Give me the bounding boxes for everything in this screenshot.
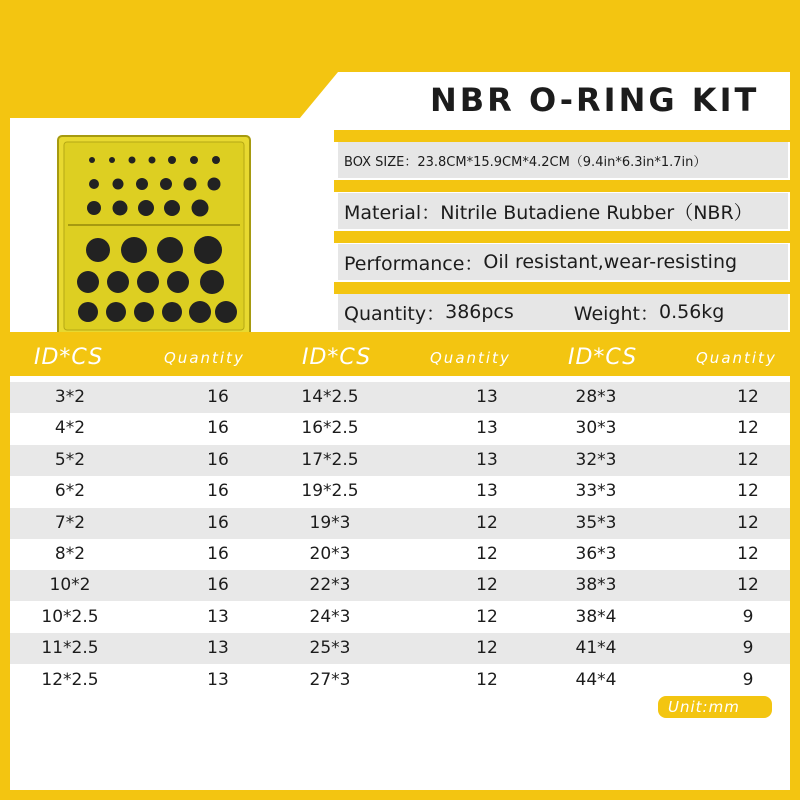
- spec-material: [338, 193, 788, 229]
- spec-material-label: Material：: [344, 201, 441, 224]
- cell-id-cs: 36*3: [575, 544, 617, 564]
- cell-id-cs: 38*3: [575, 575, 617, 596]
- cell-quantity: 12: [737, 481, 759, 502]
- spec-separator: [334, 180, 790, 192]
- cell-quantity: 12: [476, 669, 498, 690]
- cell-id-cs: 19*3: [309, 512, 351, 533]
- cell-quantity: 12: [737, 418, 759, 439]
- table-row: [10, 602, 790, 633]
- spec-box-size-label: BOX SIZE：: [344, 154, 418, 170]
- table-row: [10, 445, 790, 476]
- spec-separator: [334, 231, 790, 243]
- spec-box-size: [338, 142, 788, 178]
- unit-value: mm: [708, 698, 740, 716]
- table-row: [10, 413, 790, 444]
- cell-quantity: 16: [207, 449, 229, 470]
- header-id-cs: ID*CS: [302, 345, 372, 370]
- header-quantity: Quantity: [696, 349, 777, 367]
- cell-quantity: 12: [476, 638, 498, 659]
- cell-id-cs: 3*2: [54, 387, 86, 407]
- cell-id-cs: 28*3: [575, 387, 617, 407]
- cell-id-cs: 35*3: [575, 512, 617, 533]
- cell-id-cs: 44*4: [575, 669, 617, 690]
- cell-id-cs: 14*2.5: [301, 387, 359, 407]
- cell-id-cs: 16*2.5: [301, 418, 359, 439]
- cell-quantity: 12: [737, 449, 759, 470]
- cell-id-cs: 41*4: [575, 638, 617, 659]
- spec-box-size-value: 23.8CM*15.9CM*4.2CM（9.4in*6.3in*1.7in）: [417, 154, 707, 170]
- table-row: [10, 508, 790, 539]
- cell-quantity: 16: [207, 481, 229, 502]
- cell-quantity: 13: [476, 418, 498, 439]
- cell-id-cs: 32*3: [575, 449, 617, 470]
- spec-weight-value: 0.56kg: [658, 301, 725, 323]
- cell-quantity: 16: [207, 512, 229, 533]
- cell-quantity: 12: [737, 387, 759, 407]
- cell-quantity: 16: [207, 544, 229, 564]
- spec-quantity-weight: [338, 294, 788, 330]
- unit-badge: [658, 696, 772, 718]
- spec-separator: [334, 282, 790, 294]
- cell-quantity: 9: [742, 669, 754, 690]
- cell-id-cs: 33*3: [575, 481, 617, 502]
- cell-quantity: 13: [207, 606, 229, 627]
- cell-quantity: 13: [476, 387, 498, 407]
- spec-material-value: Nitrile Butadiene Rubber（NBR）: [440, 201, 753, 224]
- cell-id-cs: 8*2: [54, 544, 86, 564]
- table-row: [10, 476, 790, 507]
- cell-id-cs: 19*2.5: [301, 481, 359, 502]
- cell-quantity: 16: [207, 418, 229, 439]
- cell-id-cs: 4*2: [54, 418, 86, 439]
- cell-quantity: 12: [737, 575, 759, 596]
- cell-id-cs: 30*3: [575, 418, 617, 439]
- cell-quantity: 13: [207, 669, 229, 690]
- table-row: [10, 633, 790, 664]
- cell-id-cs: 12*2.5: [41, 669, 99, 690]
- header-quantity: Quantity: [164, 349, 245, 367]
- page-title: NBR O-RING KIT: [430, 81, 760, 119]
- cell-quantity: 12: [737, 512, 759, 533]
- cell-quantity: 12: [476, 544, 498, 564]
- table-row: [10, 665, 790, 696]
- cell-quantity: 16: [207, 575, 229, 596]
- cell-quantity: 9: [742, 638, 754, 659]
- cell-id-cs: 24*3: [309, 606, 351, 627]
- cell-quantity: 13: [207, 638, 229, 659]
- product-card: [10, 10, 790, 790]
- header-quantity: Quantity: [430, 349, 511, 367]
- cell-id-cs: 5*2: [54, 449, 86, 470]
- cell-quantity: 13: [476, 449, 498, 470]
- cell-id-cs: 17*2.5: [301, 449, 359, 470]
- cell-quantity: 12: [737, 544, 759, 564]
- header-id-cs: ID*CS: [568, 345, 638, 370]
- cell-quantity: 13: [476, 481, 498, 502]
- table-header-row: [10, 340, 790, 376]
- cell-quantity: 12: [476, 575, 498, 596]
- cell-id-cs: 27*3: [309, 669, 351, 690]
- cell-id-cs: 7*2: [54, 512, 86, 533]
- cell-id-cs: 10*2.5: [41, 606, 99, 627]
- cell-quantity: 12: [476, 606, 498, 627]
- spec-quantity-value: 386pcs: [445, 301, 514, 323]
- cell-id-cs: 25*3: [309, 638, 351, 659]
- table-row: [10, 539, 790, 570]
- cell-id-cs: 6*2: [54, 481, 86, 502]
- cell-id-cs: 11*2.5: [41, 638, 99, 659]
- spec-performance-label: Performance：: [344, 252, 484, 275]
- cell-id-cs: 38*4: [575, 606, 617, 627]
- table-row: [10, 570, 790, 601]
- cell-quantity: 16: [207, 387, 229, 407]
- spec-weight-label: Weight：: [573, 302, 659, 325]
- cell-quantity: 9: [742, 606, 754, 627]
- unit-label: Unit:: [668, 698, 709, 716]
- cell-id-cs: 22*3: [309, 575, 351, 596]
- cell-quantity: 12: [476, 512, 498, 533]
- spec-quantity-label: Quantity：: [344, 302, 446, 325]
- o-ring-kit-box-image: [54, 132, 254, 342]
- cell-id-cs: 10*2: [49, 575, 91, 596]
- spec-performance: [338, 244, 788, 280]
- cell-id-cs: 20*3: [309, 544, 351, 564]
- spec-performance-value: Oil resistant,wear-resisting: [483, 251, 738, 273]
- spec-separator: [334, 130, 790, 142]
- header-id-cs: ID*CS: [34, 345, 104, 370]
- table-row: [10, 382, 790, 413]
